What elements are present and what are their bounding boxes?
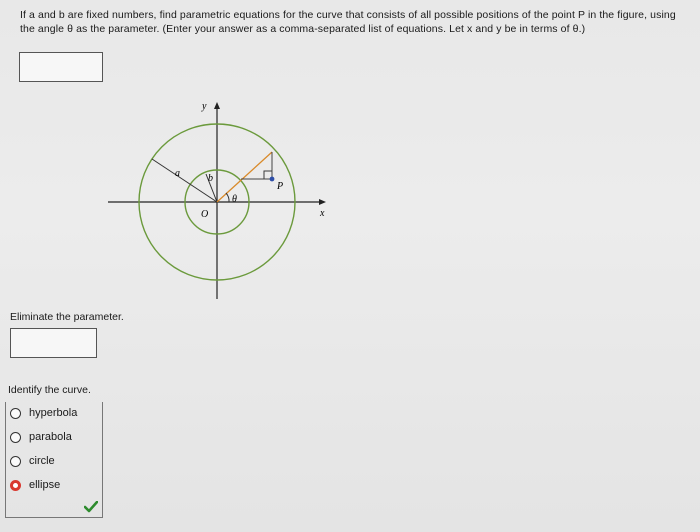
option-ellipse[interactable] (10, 476, 60, 494)
option-circle[interactable] (10, 452, 55, 470)
b-label: b (208, 173, 213, 184)
option-hyperbola[interactable] (10, 404, 77, 422)
question-text: If a and b are fixed numbers, find parametric equations for the curve that consists of all possible positions of the point P in the figure, using the angle θ as the parameter. (Enter your answer as a comma-separated list of equations. Let x and y be in terms of θ.) (20, 9, 676, 35)
parametric-equations-input[interactable] (19, 52, 103, 82)
a-label: a (175, 168, 180, 179)
theta-arc (226, 193, 229, 202)
option-parabola-label: parabola (29, 431, 72, 443)
y-axis-arrow (214, 102, 220, 109)
radio-parabola[interactable] (10, 432, 21, 443)
origin-label: O (201, 209, 209, 220)
option-ellipse-label: ellipse (29, 479, 61, 491)
radio-ellipse[interactable] (10, 480, 21, 491)
x-axis-label: x (320, 208, 325, 219)
option-hyperbola-label: hyperbola (29, 407, 78, 419)
identify-curve-label: Identify the curve. (8, 384, 91, 396)
option-parabola[interactable] (10, 428, 72, 446)
theta-label: θ (232, 194, 237, 205)
curve-options-group (5, 402, 103, 518)
p-label: P (277, 181, 284, 192)
option-circle-label: circle (29, 455, 55, 467)
check-icon (84, 501, 98, 513)
radio-circle[interactable] (10, 456, 21, 467)
point-p (270, 177, 275, 182)
eliminate-parameter-label: Eliminate the parameter. (10, 311, 124, 323)
x-axis-arrow (319, 199, 326, 205)
figure (100, 96, 340, 306)
circles-diagram (100, 96, 340, 306)
y-axis-label: y (202, 101, 207, 112)
radio-hyperbola[interactable] (10, 408, 21, 419)
eliminate-parameter-input[interactable] (10, 328, 97, 358)
